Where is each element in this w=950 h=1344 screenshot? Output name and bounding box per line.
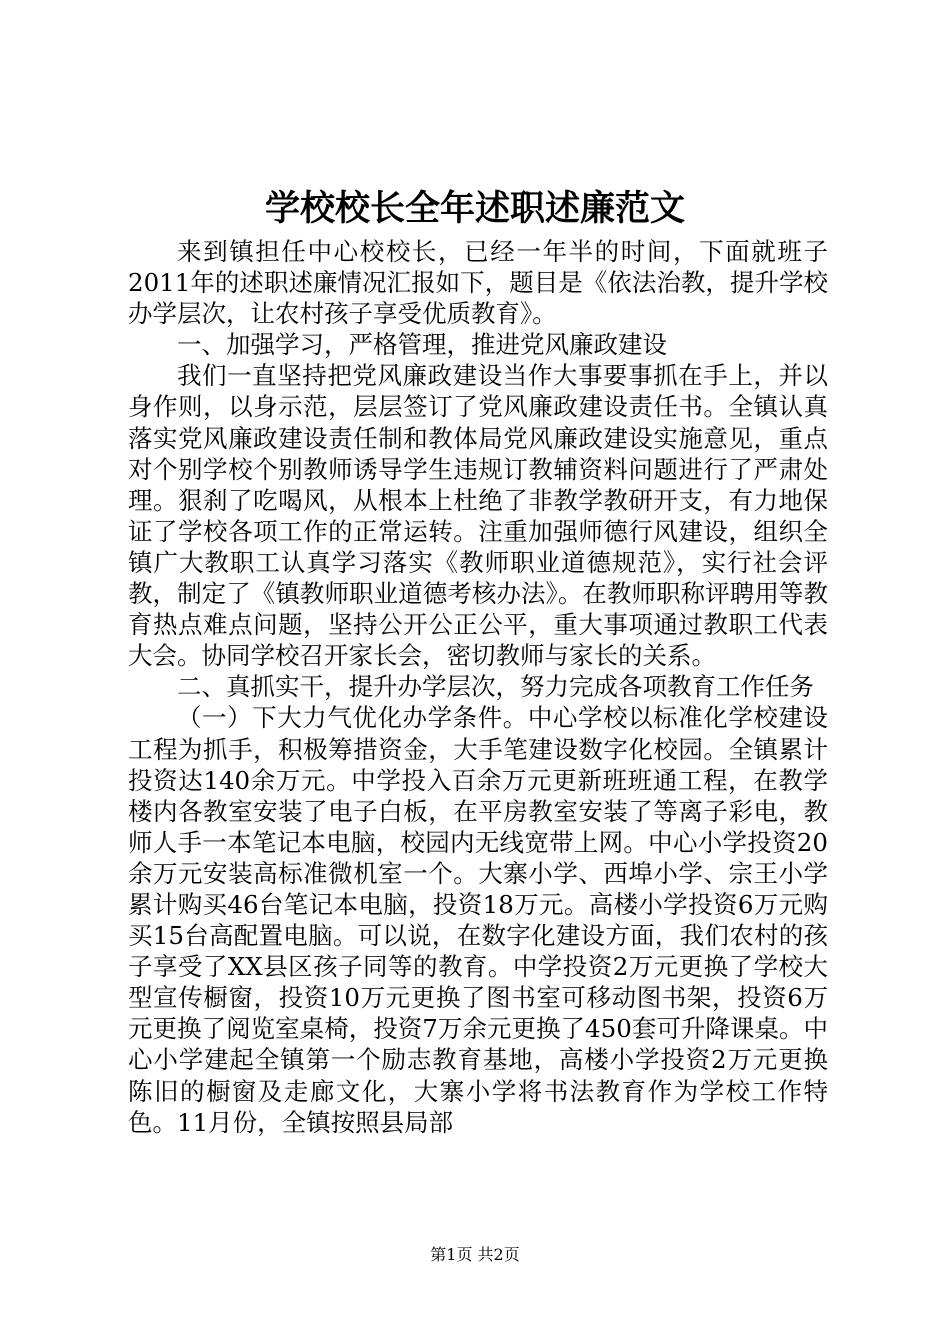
document-title: 学校校长全年述职述廉范文 xyxy=(264,188,685,229)
paragraph-subsection-1: （一）下大力气优化办学条件。中心学校以标准化学校建设工程为抓手，积极筹措资金，大手笔建设数字化校园。全镇累计投资达140余万元。中学投入百余万元更新班班通工程，在教学楼内各教室安装了电子白板，在平房教室安装了等离子彩电，教师人手一本笔记本电脑，校园内无线宽带上网。中心小学投资20余万元安装高标准微机室一个。大寨小学、西埠小学、宗王小学累计购买46台笔记本电脑，投资18万元。高楼小学投资6万元购买15台高配置电脑。可以说，在数字化建设方面，我们农村的孩子享受了XX县区孩子同等的教育。中学投资2万元更换了学校大型宣传橱窗，投资10万元更换了图书室可移动图书架，投资6万元更换了阅览室桌椅，投资7万余元更换了450套可升降课桌。中心小学建起全镇第一个励志教育基地，高楼小学投资2万元更换陈旧的橱窗及走廊文化，大寨小学将书法教育作为学校工作特色。11月份，全镇按照县局部 xyxy=(128,703,828,1137)
paragraph-intro: 来到镇担任中心校校长，已经一年半的时间，下面就班子2011年的述职述廉情况汇报如下，题目是《依法治教，提升学校办学层次，让农村孩子享受优质教育》。 xyxy=(128,237,828,329)
page-footer: 第1页 共2页 xyxy=(430,1245,520,1264)
document-body xyxy=(128,236,828,1138)
section-heading-1: 一、加强学习，严格管理，推进党风廉政建设 xyxy=(177,330,667,360)
section-heading-2: 二、真抓实干，提升办学层次，努力完成各项教育工作任务 xyxy=(177,672,814,702)
paragraph-section-1: 我们一直坚持把党风廉政建设当作大事要事抓在手上，并以身作则，以身示范，层层签订了党风廉政建设责任书。全镇认真落实党风廉政建设责任制和教体局党风廉政建设实施意见，重点对个别学校个别教师诱导学生违规订教辅资料问题进行了严肃处理。狠刹了吃喝风，从根本上杜绝了非教学教研开支，有力地保证了学校各项工作的正常运转。注重加强师德行风建设，组织全镇广大教职工认真学习落实《教师职业道德规范》，实行社会评教，制定了《镇教师职业道德考核办法》。在教师职称评聘用等教育热点难点问题，坚持公开公正公平，重大事项通过教职工代表大会。协同学校召开家长会，密切教师与家长的关系。 xyxy=(128,361,828,671)
